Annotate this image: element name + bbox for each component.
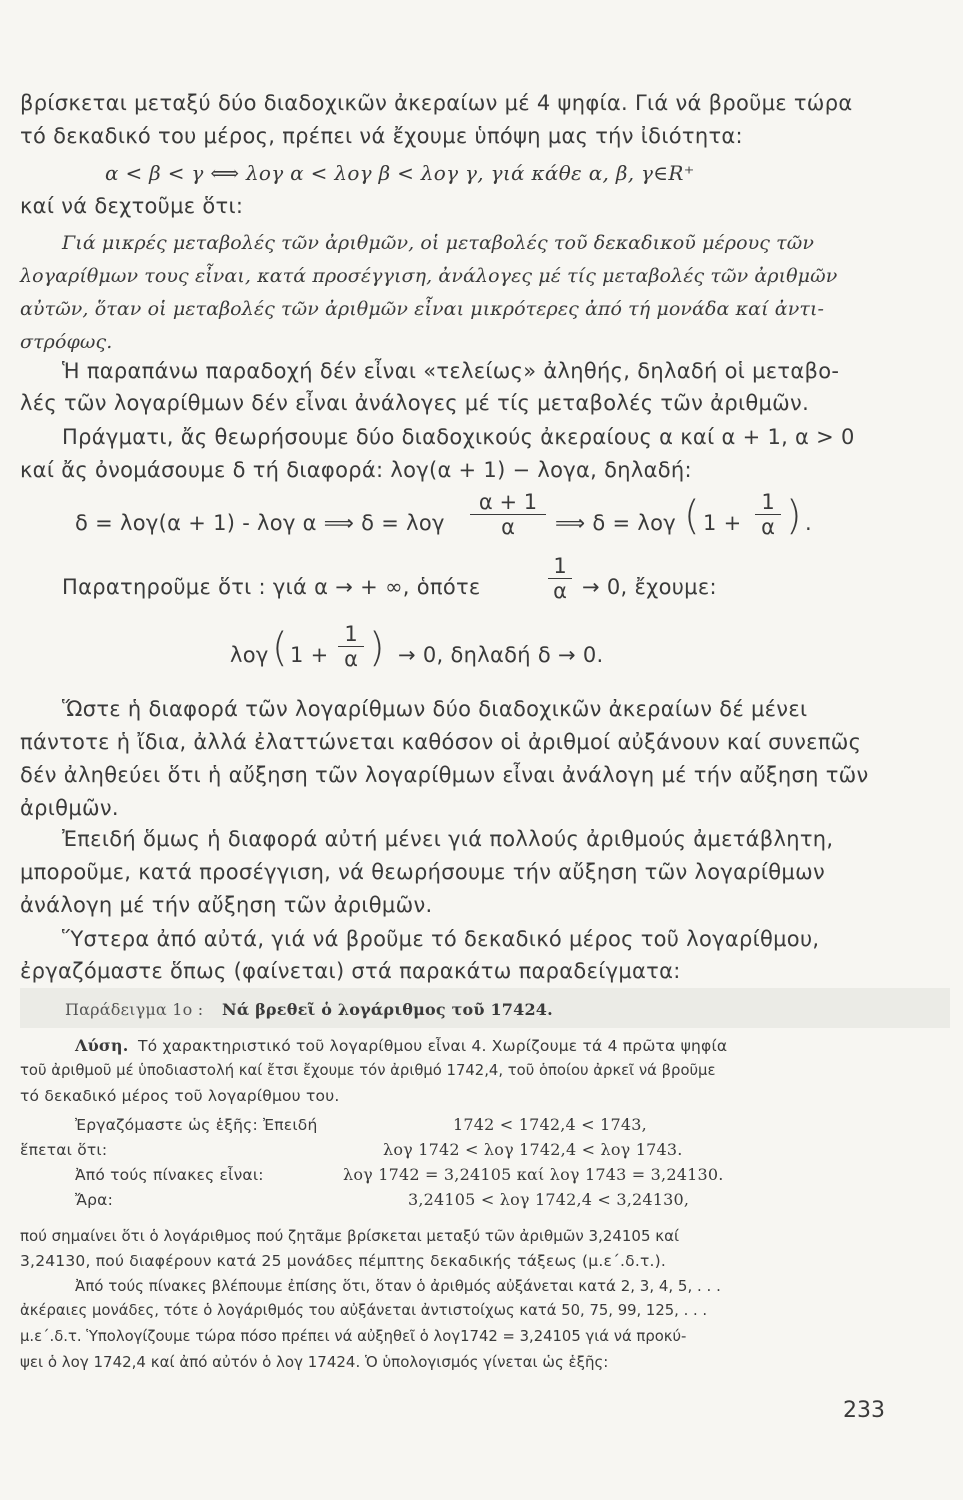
paragraph-line: 3,24130, πού διαφέρουν κατά 25 μονάδες πέμπτης δεκαδικής τάξεως (μ.ε΄.δ.τ.). — [20, 1252, 666, 1270]
paragraph-line: ἐργαζόμαστε ὅπως (φαίνεται) στά παρακάτω παραδείγματα: — [20, 959, 681, 983]
paragraph-line: ἀκέραιες μονάδες, τότε ὁ λογάριθμός του αὐξάνεται ἀντιστοίχως κατά 50, 75, 99, 125, . . . — [20, 1302, 708, 1319]
paragraph-line: καί ἄς ὀνομάσουμε δ τή διαφορά: λογ(α + 1) − λογα, δηλαδή: — [20, 458, 692, 482]
delta-equation-left: δ = λογ(α + 1) - λογ α ⟹ δ = λογ — [75, 511, 445, 535]
observe-line-text: Παρατηροῦμε ὅτι : γιά α → + ∞, ὁπότε — [62, 575, 481, 599]
paragraph-line: δέν ἀληθεύει ὅτι ἡ αὔξηση τῶν λογαρίθμων εἶναι ἀνάλογη μέ τήν αὔξηση τῶν — [20, 763, 869, 787]
paragraph-line: Πράγματι, ἄς θεωρήσουμε δύο διαδοχικούς ἀκεραίους α καί α + 1, α > 0 — [62, 425, 855, 449]
left-parenthesis: ( — [684, 493, 700, 539]
fraction-numerator: α + 1 — [478, 490, 538, 514]
italic-statement-line: στρόφως. — [20, 331, 113, 353]
fraction-numerator: 1 — [761, 490, 775, 514]
right-parenthesis: ) — [786, 493, 802, 539]
delta-equation-middle: ⟹ δ = λογ — [555, 511, 676, 535]
left-parenthesis: ( — [272, 625, 288, 671]
work-right: 3,24105 < λογ 1742,4 < 3,24130, — [408, 1190, 690, 1209]
paragraph-line: Ὥστε ἡ διαφορά τῶν λογαρίθμων δύο διαδοχικῶν ἀκεραίων δέ μένει — [62, 697, 808, 721]
work-left: ἕπεται ὅτι: — [20, 1141, 108, 1159]
paragraph-line: ψει ὁ λογ 1742,4 καί ἀπό αὐτόν ὁ λογ 17424. Ὁ ὑπολογισμός γίνεται ὡς ἑξῆς: — [20, 1353, 609, 1371]
work-left: Ἄρα: — [75, 1191, 113, 1209]
right-parenthesis: ) — [369, 625, 385, 671]
solution-label: Λύση. — [75, 1036, 129, 1055]
paragraph-line: βρίσκεται μεταξύ δύο διαδοχικῶν ἀκεραίων μέ 4 ψηφία. Γιά νά βροῦμε τώρα — [20, 91, 853, 115]
paragraph-line: καί νά δεχτοῦμε ὅτι: — [20, 194, 244, 218]
example-title: Νά βρεθεῖ ὁ λογάριθμος τοῦ 17424. — [222, 1000, 553, 1019]
paragraph-line: Τό χαρακτηριστικό τοῦ λογαρίθμου εἶναι 4. Χωρίζουμε τά 4 πρῶτα ψηφία — [138, 1037, 728, 1055]
paragraph-line: πού σημαίνει ὅτι ὁ λογάριθμος πού ζητᾶμε βρίσκεται μεταξύ τῶν ἀριθμῶν 3,24105 καί — [20, 1227, 680, 1245]
work-left: Ἀπό τούς πίνακες εἶναι: — [75, 1166, 264, 1184]
work-right: λογ 1742 < λογ 1742,4 < λογ 1743. — [383, 1140, 683, 1159]
paragraph-line: Ἀπό τούς πίνακες βλέπουμε ἐπίσης ὅτι, ὅταν ὁ ἀριθμός αὐξάνεται κατά 2, 3, 4, 5, . . . — [75, 1277, 721, 1295]
paragraph-line: μ.ε΄.δ.τ. Ὑπολογίζουμε τώρα πόσο πρέπει νά αὐξηθεῖ ὁ λογ1742 = 3,24105 γιά νά προκύ- — [20, 1328, 687, 1345]
italic-statement-line: αὐτῶν, ὅταν οἱ μεταβολές τῶν ἀριθμῶν εἶναι μικρότερες ἀπό τή μονάδα καί ἀντι- — [20, 298, 825, 320]
fraction — [338, 622, 364, 671]
work-right: 1742 < 1742,4 < 1743, — [453, 1115, 647, 1134]
paragraph-line: Ἐπειδή ὅμως ἡ διαφορά αὐτή μένει γιά πολλούς ἀριθμούς ἀμετάβλητη, — [62, 827, 834, 851]
limit-after: → 0, δηλαδή δ → 0. — [398, 643, 604, 667]
example-label: Παράδειγμα 1ο : — [65, 1000, 204, 1019]
paragraph-line: μποροῦμε, κατά προσέγγιση, νά θεωρήσουμε τήν αὔξηση τῶν λογαρίθμων — [20, 860, 826, 884]
paragraph-line: τό δεκαδικό μέρος τοῦ λογαρίθμου του. — [20, 1087, 340, 1105]
paragraph-line: Ὕστερα ἀπό αὐτά, γιά νά βροῦμε τό δεκαδικό μέρος τοῦ λογαρίθμου, — [62, 927, 820, 951]
page-number: 233 — [843, 1398, 885, 1423]
work-left: Ἐργαζόμαστε ὡς ἑξῆς: Ἐπειδή — [75, 1116, 318, 1134]
period: . — [805, 511, 812, 535]
paragraph-line: τό δεκαδικό του μέρος, πρέπει νά ἔχουμε ὑπόψη μας τήν ἰδιότητα: — [20, 124, 743, 148]
paragraph-line: τοῦ ἀριθμοῦ μέ ὑποδιαστολή καί ἔτσι ἔχουμε τόν ἀριθμό 1742,4, τοῦ ὁποίου ἀρκεῖ νά βροῦμε — [20, 1062, 716, 1079]
paragraph-line: ἀνάλογη μέ τήν αὔξηση τῶν ἀριθμῶν. — [20, 893, 433, 917]
fraction — [548, 554, 572, 603]
fraction — [470, 490, 546, 539]
paragraph-line: πάντοτε ἡ ἴδια, ἀλλά ἐλαττώνεται καθόσον οἱ ἀριθμοί αὐξάνουν καί συνεπῶς — [20, 730, 862, 754]
fraction-denominator: α — [344, 647, 358, 671]
italic-statement-line: Γιά μικρές μεταβολές τῶν ἀριθμῶν, οἱ μεταβολές τοῦ δεκαδικοῦ μέρους τῶν — [62, 232, 815, 254]
paragraph-line: ἀριθμῶν. — [20, 796, 119, 820]
fraction-denominator: α — [501, 515, 515, 539]
fraction-denominator: α — [553, 579, 567, 603]
fraction-denominator: α — [761, 515, 775, 539]
italic-statement-line: λογαρίθμων τους εἶναι, κατά προσέγγιση, ἀνάλογες μέ τίς μεταβολές τῶν ἀριθμῶν — [20, 265, 838, 287]
fraction-numerator: 1 — [553, 554, 567, 578]
fraction-numerator: 1 — [344, 622, 358, 646]
paragraph-line: Ἡ παραπάνω παραδοχή δέν εἶναι «τελείως» ἀληθής, δηλαδή οἱ μεταβο- — [62, 359, 840, 383]
property-formula: α < β < γ ⟺ λογ α < λογ β < λογ γ, γιά κάθε α, β, γ∈R⁺ — [105, 161, 695, 185]
inner-one: 1 + — [703, 511, 742, 535]
paragraph-line: λές τῶν λογαρίθμων δέν εἶναι ἀνάλογες μέ τίς μεταβολές τῶν ἀριθμῶν. — [20, 391, 810, 415]
limit-prefix: λογ — [230, 643, 269, 667]
fraction — [755, 490, 781, 539]
observe-line-after: → 0, ἔχουμε: — [582, 575, 717, 599]
inner-one: 1 + — [290, 643, 329, 667]
work-right: λογ 1742 = 3,24105 καί λογ 1743 = 3,24130. — [343, 1165, 724, 1184]
